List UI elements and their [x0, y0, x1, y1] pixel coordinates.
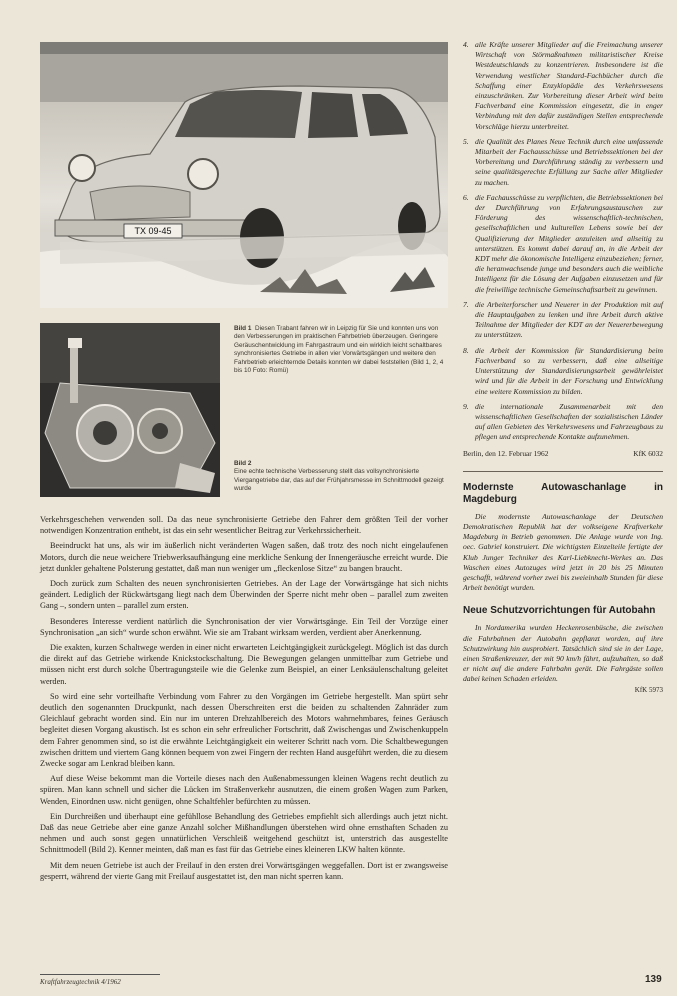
section-text: In Nordamerika wurden Heckenrosenbüsche, die zwischen die Fahrbahnen der Autobahn gepflanzt worden, auf ihre Schutzwirkung hin ausprobiert. Tatsächlich sind sie in der Lage, einen Straßenkreuzer, der mit 90 km/h fährt, aufzuhalten, so daß er nicht auf die andere Fahrbahn gerät. Die Fahrgäste sollen dabei keinen Schaden erleiden.: [463, 623, 663, 684]
figure2-label: Bild 2: [234, 460, 252, 467]
item-number: 8.: [463, 345, 469, 355]
list-item: [463, 40, 663, 132]
section-code: KfK 5973: [634, 685, 663, 694]
figure1-text: Diesen Trabant fahren wir in Leipzig für Sie und konnten uns von den Verbesserungen im praktischen Fahrbetrieb überzeugen. Geringere Geräuschentwicklung im Fahrgastraum und ein wirklich leicht schaltbares synchronisiertes Getriebe in allen vier Vorwärtsgängen und weitere den Fahrbetrieb erleichternde Details konnten wir dabei feststellen: [234, 325, 442, 366]
news-section-carwash: [463, 482, 663, 594]
paragraph: Verkehrsgeschehen verwenden soll. Da das neue synchronisierte Getriebe den Fahrer dem größten Teil der vorher notwendigen Konzentration enthebt, ist das ein sehr wesentlicher Beitrag zur Verkehrssicherheit.: [40, 515, 448, 536]
divider: [463, 471, 663, 472]
paragraph: Besonderes Interesse verdient natürlich die Synchronisation der vier Vorwärtsgänge. Ein Teil der Vorzüge einer Synchronisation „an sich“ wurde schon erwähnt. Wie sie am Trabant wirksam werden, verdient aber Anerkennung.: [40, 616, 448, 637]
item-text: alle Kräfte unserer Mitglieder auf die Freimachung unserer Wirtschaft von Störmaßnahmen militaristischer Kreise Westdeutschlands zu konzentrieren. Insbesondere ist die Verwendung westlicher Standard-Fachbücher durch die Schaffung einer Enzyklopädie des Verkehrswesens einzuschränken. Zur Vorbereitung dieser Arbeit wird beim Fachverband eine Kommission eingesetzt, die in enger Verbindung mit den dafür zuständigen Stellen entsprechende Vorschläge hierzu unterbreitet.: [475, 40, 663, 131]
signoff: [463, 449, 663, 459]
gearbox-photo: [40, 323, 220, 497]
news-section-autobahn: [463, 605, 663, 694]
footer-divider: [40, 974, 160, 975]
trabant-photo: [40, 42, 448, 308]
paragraph: Die exakten, kurzen Schaltwege werden in einer nicht erwarteten Leichtgängigkeit zurückgelegt. Möglich ist das durch die direkt auf das Getriebe wirkende Knickstockschaltung. Die Bewegungen gelangen unmittelbar zum Getriebe und müssen nicht erst durch solche Übertragungsteile wie die Gelenke zum Beispiel, an einer Lenksäulenschaltung geleitet werden.: [40, 643, 448, 686]
paragraph: Auf diese Weise bekommt man die Vorteile dieses nach den Außenabmessungen kleinen Wagens recht deutlich zu spüren. Man kann schnell und sicher die Lücken im Straßenverkehr ausnutzen, die einem großen Wagen zum Parken, Wenden, Einordnen usw. nicht genügen, ohne Schaltfehler befürchten zu müssen.: [40, 774, 448, 806]
signoff-place-date: Berlin, den 12. Februar 1962: [463, 448, 549, 458]
car-illustration: [40, 42, 448, 308]
paragraph: Doch zurück zum Schalten des neuen synchronisierten Getriebes. An der Lage der Vorwärtsgänge hat sich nichts geändert. Lediglich der Rückwärtsgang liegt nach dem Überwinden der Sperre nicht mehr oben – parallel zum zweiten Gang –, sondern unten – parallel zum ersten.: [40, 579, 448, 611]
page-number: 139: [645, 974, 662, 985]
figure1-caption: [234, 325, 448, 375]
list-item: [463, 402, 663, 443]
item-text: die Arbeiterforscher und Neuerer in der Produktion mit auf die Hauptaufgaben zu lenken und ihre Arbeit durch aktive Teilnahme der Mitglieder der KDT an der Neuererbewegung zu unterstützen.: [475, 299, 663, 340]
paragraph: So wird eine sehr vorteilhafte Verbindung vom Fahrer zu den Vorgängen im Getriebe hergestellt. Man spürt sehr deutlich den sogenannten Druckpunkt, nach dessen Überschreiten erst die beiden zu schaltenden Zahnräder zum Gleichlauf gebracht worden sind. Ein nur im unteren Drehzahlbereich des Motors wahrnehmbares, feines Geräusch begleitet diesen Vorgang akustisch. Ist es schon ein sehr erfreulicher Fortschritt, daß Zwischengas und Zwischenkuppeln dem Fahrer genommen sind, so ist die erwähnte Leichtgängigkeit ein weiterer Schritt nach vorn. Die Schaltbewegungen zwischen drittem und viertem Gang können bequem von zwei Fingern der rechten Hand ausgeführt werden, die zu diesem Zwecke sogar am Lenkrad bleiben kann.: [40, 691, 448, 769]
resolution-column: [463, 40, 663, 695]
gearbox-illustration: [40, 323, 220, 497]
item-number: 9.: [463, 401, 469, 411]
paragraph: Mit dem neuen Getriebe ist auch der Freilauf in den ersten drei Vorwärtsgängen weggefallen. Dort ist er zwangsweise gesperrt, während der vierte Gang mit Freilauf ausgestattet ist, den man nicht sperren kann.: [40, 860, 448, 881]
signoff-code: KfK 6032: [633, 448, 663, 458]
paragraph: Beeindruckt hat uns, als wir im äußerlich nicht veränderten Wagen saßen, daß trotz des noch nicht eingelaufenen Motors, durch die neue weichere Triebwerksaufhängung eine merkliche Senkung der Innengeräusche erreicht wurde. Die jetzt dunkler gehaltene Polsterung gestattet, daß man nun weniger um „fleckenlose Sitze“ zu bangen braucht.: [40, 541, 448, 573]
list-item: [463, 346, 663, 397]
paragraph: Ein Durchreißen und überhaupt eine gefühllose Behandlung des Getriebes empfiehlt sich allerdings auch jetzt nicht. Daß das neue Getriebe aber eine ganze Anzahl solcher Mißhandlungen überstehen wird ohne ernsthaften Schaden zu nehmen und auch sonst gegen unnatürlichen Verschleiß weitgehend geschützt ist, unterstrich das ausgestellte Schnittmodell (Bild 2). Kenner meinten, daß man es fast für das Getriebe eines kleineren LKW halten könnte.: [40, 811, 448, 855]
section-title: Modernste Autowaschanlage in Magdeburg: [463, 481, 663, 505]
journal-footer: Kraftfahrzeugtechnik 4/1962: [40, 978, 121, 986]
item-number: 7.: [463, 299, 469, 309]
list-item: [463, 300, 663, 341]
figure2-caption: [234, 460, 448, 494]
figure1-credit: (Bild 1, 2, 4 bis 10 Foto: Romü): [234, 358, 444, 375]
figure1-label: Bild 1: [234, 325, 252, 332]
item-text: die internationale Zusammenarbeit mit den wissenschaftlichen Gesellschaften der sozialistischen Länder auf allen Gebieten des Verkehrswesens und Fahrzeugbaus zu pflegen und entsprechende Kontakte aufzunehmen.: [475, 401, 663, 442]
list-item: [463, 137, 663, 188]
item-text: die Fachausschüsse zu verpflichten, die Betriebssektionen bei der Durchführung von Erfahrungsaustauschen zur Förderung des wissenschaftlich-technischen, gesellschaftlichen und kulturellen Lebens sowie bei der Qualifizierung der Mitglieder anzuleiten und allseitig zu unterstützen. Es kommt dabei darauf an, in die Arbeit der KDT mehr die ökonomische Intelligenz einzubeziehen; ferner, die heranwachsende junge und besonders auch die weibliche Intelligenz für die Lösung der Aufgaben einzusetzen und für die freiwillige technische Gemeinschaftsarbeit zu gewinnen.: [475, 192, 663, 294]
figure2-text: Eine echte technische Verbesserung stellt das vollsynchronisierte Viergangetriebe dar, das auf der Frühjahrsmesse im Schnittmodell gezeigt wurde: [234, 468, 444, 493]
list-item: [463, 193, 663, 295]
item-number: 4.: [463, 40, 469, 49]
item-number: 5.: [463, 136, 469, 146]
article-body: [40, 514, 448, 886]
license-plate-text: TX 09-45: [134, 226, 172, 236]
section-title: Neue Schutzvorrichtungen für Autobahn: [463, 605, 656, 617]
item-number: 6.: [463, 192, 469, 202]
section-text: Die modernste Autowaschanlage der Deutschen Demokratischen Republik hat der volkseigene Kraftverkehr Magdeburg in Betrieb genommen. Die Anlage wurde von Ing. oec. Gabriel konstruiert. Die wichtigsten Einzelteile fertigte der Klub Junger Techniker des Karl-Liebknecht-Werkes an. Das Waschen eines Autozuges wird jetzt in 20 bis 25 Minuten geschafft, während vorher zwei bis zweieinhalb Stunden für diese Arbeit benötigt wurden.: [463, 511, 663, 593]
item-text: die Qualität des Planes Neue Technik durch eine umfassende Mitarbeit der Fachausschüsse und Betriebssektionen bei der Vorbereitung und Durchführung ständig zu verbessern und seine qualitätsgerechte Erfüllung zur Sache aller Mitglieder zu machen.: [475, 136, 663, 187]
item-text: die Arbeit der Kommission für Standardisierung beim Fachverband so zu verbessern, daß eine allseitige Unterstützung der Standardisierungsarbeit gewährleistet wird und für die Arbeit in der Forschung und Entwicklung eine weitere Kommission zu bilden.: [475, 345, 663, 396]
